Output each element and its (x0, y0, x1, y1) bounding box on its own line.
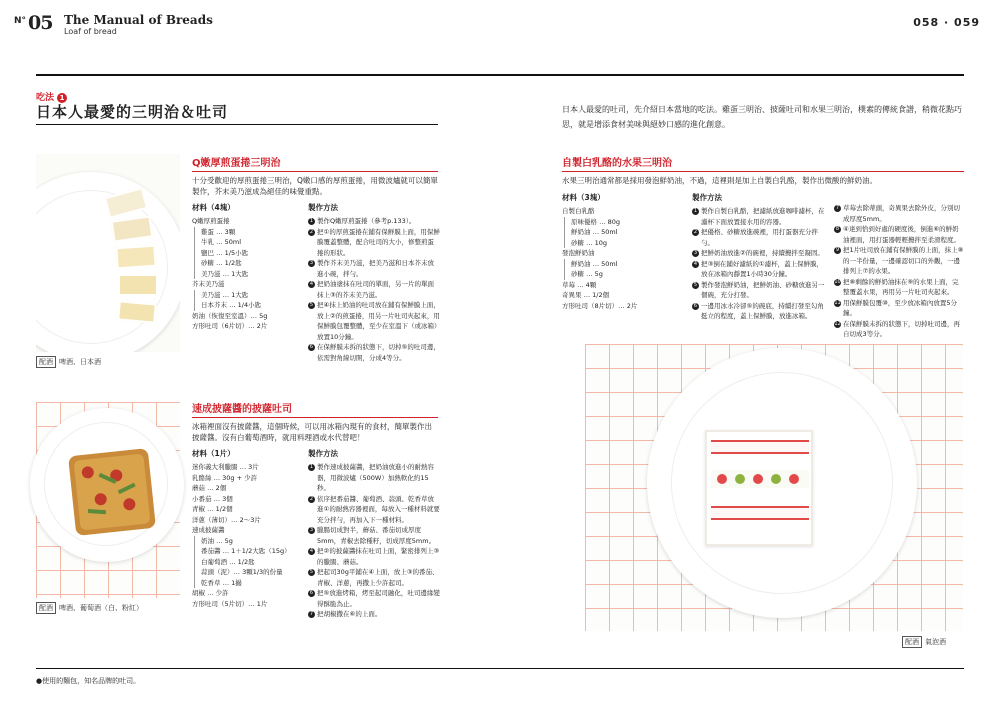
step-text: 把胡椒撒在⑥的上面。 (317, 610, 382, 618)
step-text: 製作發泡鮮奶油，把鮮奶油、砂糖放進另一個碗，充分打發。 (701, 280, 825, 299)
method-step (308, 525, 440, 546)
step-number-badge: 5 (309, 569, 314, 575)
ingredient-line: 雞蛋 … 3顆 (194, 227, 302, 238)
step-number-badge: 6 (309, 344, 314, 350)
method-step (692, 280, 828, 301)
category-text: 吃法 (36, 93, 55, 103)
method-step (308, 494, 440, 526)
ingredient-line: 牛乳 … 50ml (194, 237, 302, 248)
fruit-sandwich-photo (585, 344, 963, 631)
header-rule (36, 74, 964, 76)
footer-rule (36, 668, 964, 669)
recipe-rule (562, 171, 964, 172)
method-step (308, 462, 440, 494)
step-number-badge: 1 (693, 208, 698, 214)
method-step (308, 588, 440, 609)
step-number-badge: 9 (835, 247, 840, 253)
ingredient-line: 自製白乳酪 (562, 207, 595, 215)
method-step (308, 546, 440, 567)
method-step (308, 279, 440, 300)
sandwich-piece-image (115, 245, 156, 270)
ingredients-title: 材料（1片） (192, 449, 235, 458)
ingredient-line: 鮮奶油 … 50ml (564, 227, 688, 238)
ingredient-line: 方形吐司（5片切）… 1片 (192, 599, 268, 608)
fruit-sandwich-method (692, 192, 828, 322)
fruit-sandwich-caption (902, 636, 946, 648)
method-step (834, 319, 964, 340)
step-number-badge: 4 (309, 548, 314, 554)
page-title: 日本人最愛的三明治＆吐司 (36, 103, 229, 121)
egg-sandwich-caption (36, 356, 101, 368)
pairing-text: 啤酒、葡萄酒（白、粉紅） (59, 604, 143, 612)
ingredient-line: 乾香草 … 1撮 (194, 578, 304, 589)
step-text: 製作自製白乳酪，把濾紙放進咖啡濾杯，在濾杯下面放置接水用的容器。 (701, 207, 825, 226)
ingredient-line: 速成披薩醬 (192, 526, 225, 534)
ingredient-line: 奶油 … 5g (194, 536, 304, 547)
step-text: 把鮮奶油放進②的碗裡，持續攪拌至凝固。 (701, 249, 824, 257)
step-number-badge: 1 (309, 218, 314, 224)
egg-sandwich-recipe (192, 154, 438, 197)
egg-sandwich-photo (36, 154, 180, 352)
step-text: 製作芥末美乃滋，把美乃滋和日本芥末放進小碗，拌勻。 (317, 259, 434, 278)
recipe-description: 十分受歡迎的厚煎蛋捲三明治，Q嫩口感的厚煎蛋捲，用微波爐就可以簡單製作，芥末美乃滋成為絕佳的味覺重點。 (192, 176, 438, 196)
step-text: 把②的披薩醬抹在吐司上面，緊密排列上③的臘腸、蘑菇。 (317, 547, 440, 566)
pairing-tag: 配酒 (36, 602, 56, 614)
ingredient-line: 白葡萄酒 … 1/2匙 (194, 557, 304, 568)
step-text: 把①的厚煎蛋捲在鋪有保鮮膜上面，用保鮮膜覆蓋整體，配合吐司的大小，修整煎蛋捲的形狀。 (317, 227, 440, 257)
pizza-toast-ingredients (192, 448, 304, 609)
egg-sandwich-method (308, 202, 440, 363)
recipe-description: 水果三明治通常都是採用發泡鮮奶油，不過，這裡則是加上自製白乳酪，製作出微酸的鮮奶油。 (562, 176, 877, 185)
step-number-badge: 5 (309, 302, 314, 308)
step-text: ④達到恰到好處的硬度後，倒進⑥的鮮奶油裡面，用打蛋器輕輕攪拌至柔滑程度。 (843, 225, 960, 244)
ingredient-line: 美乃滋 … 1大匙 (194, 269, 302, 280)
step-number-badge: 3 (693, 250, 698, 256)
step-text: 把起司30g平鋪在④上面，放上③的番茄、青椒、洋蔥，再撒上少許起司。 (317, 568, 439, 587)
step-text: 把優格、砂糖放進碗裡，用打蛋器充分拌勻。 (701, 228, 818, 247)
fruit-sandwich-method-continued (834, 203, 964, 340)
step-number-badge: 2 (309, 495, 314, 502)
method-title: 製作方法 (308, 203, 338, 212)
ingredient-line: 發泡鮮奶油 (562, 249, 595, 257)
issue-number-prefix: N° (14, 16, 27, 26)
recipe-title: Q嫩厚煎蛋捲三明治 (192, 158, 281, 169)
pairing-text: 啤酒、日本酒 (59, 358, 101, 366)
pairing-tag: 配酒 (36, 356, 56, 368)
method-step (692, 301, 828, 322)
sandwich-piece-image (118, 274, 158, 296)
method-step (308, 300, 440, 342)
method-step (692, 248, 828, 259)
ingredient-line: 砂糖 … 1/2匙 (194, 258, 302, 269)
ingredient-line: 砂糖 … 5g (564, 269, 688, 280)
method-step (834, 203, 964, 224)
ingredient-line: 原味優格 … 80g (564, 217, 688, 228)
step-text: 一邊用冰水冷卻⑤的碗底，持續打發至勾角挺立的程度，蓋上保鮮膜，放進冰箱。 (701, 301, 824, 320)
step-number-badge: 10 (834, 278, 841, 285)
step-number-badge: 4 (693, 260, 698, 267)
recipe-title: 自製白乳酪的水果三明治 (562, 158, 672, 169)
method-step (692, 259, 828, 280)
recipe-description: 冰箱裡面沒有披薩醬，這個時候，可以用冰箱內現有的食材，簡單製作出披薩醬。沒有白葡萄酒時，就用料理酒或水代替吧！ (192, 422, 432, 442)
step-text: 把⑧剩餘的鮮奶油抹在⑨的水果上面，完整覆蓋水果，再用另一片吐司夾起來。 (843, 277, 959, 296)
method-step (308, 342, 440, 363)
ingredient-line: 蒜頭（泥）… 3顆1/3的份量 (194, 567, 304, 578)
step-text: 把⑤放進烤箱，烤至起司融化，吐司邊緣變得酥脆為止。 (317, 589, 440, 608)
ingredient-line: 洋蔥（薄切）… 2～3片 (192, 515, 261, 524)
recipe-rule (192, 417, 438, 418)
step-number-badge: 6 (693, 302, 698, 309)
step-text: 製作速成披薩醬，把奶油放進小的耐熱容器，用微波爐（500W）加熱軟化約15秒。 (317, 463, 434, 492)
footnote: ●使用的麵包，知名品牌的吐司。 (36, 677, 141, 685)
step-number-badge: 6 (309, 590, 314, 596)
pizza-toast-caption (36, 602, 143, 614)
ingredient-line: 方形吐司（6片切）… 2片 (192, 322, 268, 330)
step-number-badge: 3 (309, 527, 314, 533)
pizza-toast-image (68, 448, 156, 536)
ingredients-title: 材料（4塊） (192, 203, 235, 212)
fruit-sandwich-ingredients (562, 192, 688, 311)
step-number-badge: 11 (834, 299, 841, 306)
method-step (308, 227, 440, 259)
step-text: 草莓去除蒂頭，奇異果去除外皮，分別切成厚度5mm。 (843, 204, 960, 223)
method-title: 製作方法 (692, 193, 722, 202)
ingredient-line: 芥末美乃滋 (192, 280, 225, 288)
step-text: 把③倒在鋪好濾紙的①濾杯，蓋上保鮮膜，放在冰箱內靜置1小時30分鐘。 (701, 259, 824, 278)
ingredient-line: 鹽巴 … 1/5小匙 (194, 248, 302, 259)
recipe-title: 速成披薩醬的披薩吐司 (192, 404, 292, 415)
step-number-badge: 5 (693, 281, 698, 288)
ingredient-line: 日本芥末 … 1/4小匙 (194, 300, 302, 311)
pizza-toast-recipe (192, 400, 438, 443)
method-step (834, 298, 964, 319)
ingredient-line: 乳酪絲 … 30g + 少許 (192, 473, 258, 482)
sandwich-piece-image (117, 300, 157, 323)
ingredient-line: 青椒 … 1/2個 (192, 505, 233, 513)
step-number-badge: 3 (309, 260, 314, 266)
ingredient-line: 胡椒 … 少許 (192, 589, 229, 597)
step-number-badge: 2 (309, 228, 314, 235)
step-number-badge: 2 (693, 229, 698, 235)
method-step (834, 224, 964, 245)
step-number-badge: 12 (834, 320, 841, 327)
ingredient-line: 番茄醬 … 1＋1/2大匙（15g） (194, 546, 304, 557)
egg-sandwich-ingredients (192, 202, 302, 332)
intro-text: 日本人最愛的吐司，先介紹日本當地的吃法。雞蛋三明治、披薩吐司和水果三明治，樸素的傳統食譜，稍微花點巧思，就是增添食材美味與絕妙口感的進化創意。 (562, 105, 962, 129)
method-step (308, 567, 440, 588)
step-text: 把④抹上奶油的吐司放在鋪有保鮮膜上面，放上②的煎蛋捲，用另一片吐司夾起來，用保鮮膜包覆整體，至少在室溫下（或冰箱）放置10分鐘。 (317, 301, 440, 341)
method-title: 製作方法 (308, 449, 338, 458)
category-number-badge: 1 (57, 93, 67, 103)
ingredient-line: 草莓 … 4顆 (562, 280, 597, 289)
step-text: 在保鮮膜未拆的狀態下，切掉吐司邊，再自切成3等分。 (843, 319, 960, 338)
ingredient-line: 奇異果 … 1/2個 (562, 291, 610, 299)
ingredient-line: 方形吐司（8片切）… 2片 (562, 301, 638, 310)
step-number-badge: 1 (309, 464, 314, 470)
step-text: 把奶油塗抹在吐司的單面，另一片的單面抹上③的芥末美乃滋。 (317, 280, 434, 299)
ingredient-line: 鮮奶油 … 50ml (564, 259, 688, 270)
pairing-tag: 配酒 (902, 636, 922, 648)
ingredient-line: 迷你義大利臘腸 … 3片 (192, 463, 259, 471)
method-step (308, 216, 440, 227)
step-text: 用保鮮膜包覆⑩，至少放冰箱內放置5分鐘。 (843, 298, 957, 317)
step-number-badge: 4 (309, 281, 314, 287)
page-numbers: 058 · 059 (913, 16, 980, 29)
method-step (834, 245, 964, 277)
method-step (308, 609, 440, 620)
book-subtitle: Loaf of bread (64, 27, 117, 36)
fruit-sandwich-image (705, 430, 813, 546)
ingredient-line: 砂糖 … 10g (564, 238, 688, 249)
ingredient-line: 美乃滋 … 1大匙 (194, 290, 302, 301)
ingredient-line: Q嫩厚煎蛋捲 (192, 217, 230, 225)
step-text: 製作Q嫩厚煎蛋捲（參考p.133）。 (317, 217, 416, 225)
step-text: 把1片吐司放在鋪有保鮮膜的上面，抹上⑧的一半份量，一邊確認切口的外觀，一邊排列上⑦的水果。 (843, 246, 964, 275)
pizza-toast-photo (36, 402, 180, 598)
step-number-badge: 7 (835, 205, 840, 211)
title-rule (36, 124, 438, 125)
issue-number: 05 (28, 12, 53, 34)
method-step (308, 258, 440, 279)
step-text: 依序把番茄醬、葡萄酒、蒜頭、乾香草放進①的耐熱容器裡面，每放入一種材料就要充分拌勻，再加入下一種材料。 (317, 494, 440, 524)
ingredient-line: 奶油（恢復至室溫）… 5g (192, 311, 268, 320)
step-text: 在保鮮膜未拆的狀態下，切掉⑤的吐司邊，依需對角線切開，分成4等分。 (317, 343, 440, 362)
ingredient-line: 小番茄 … 3個 (192, 494, 233, 503)
method-step (692, 206, 828, 227)
book-title: The Manual of Breads (64, 13, 213, 27)
ingredients-title: 材料（3塊） (562, 193, 605, 202)
step-text: 臘腸切成對半，蘑菇、番茄切成厚度5mm，青椒去除種籽，切成厚度5mm。 (317, 526, 436, 545)
pairing-text: 氣泡酒 (925, 638, 946, 646)
pizza-toast-method (308, 448, 440, 620)
method-step (834, 277, 964, 298)
step-number-badge: 7 (309, 611, 314, 617)
ingredient-line: 蘑菇 … 2個 (192, 484, 227, 492)
fruit-sandwich-recipe (562, 154, 964, 186)
recipe-rule (192, 171, 438, 172)
step-number-badge: 8 (835, 226, 840, 232)
method-step (692, 227, 828, 248)
